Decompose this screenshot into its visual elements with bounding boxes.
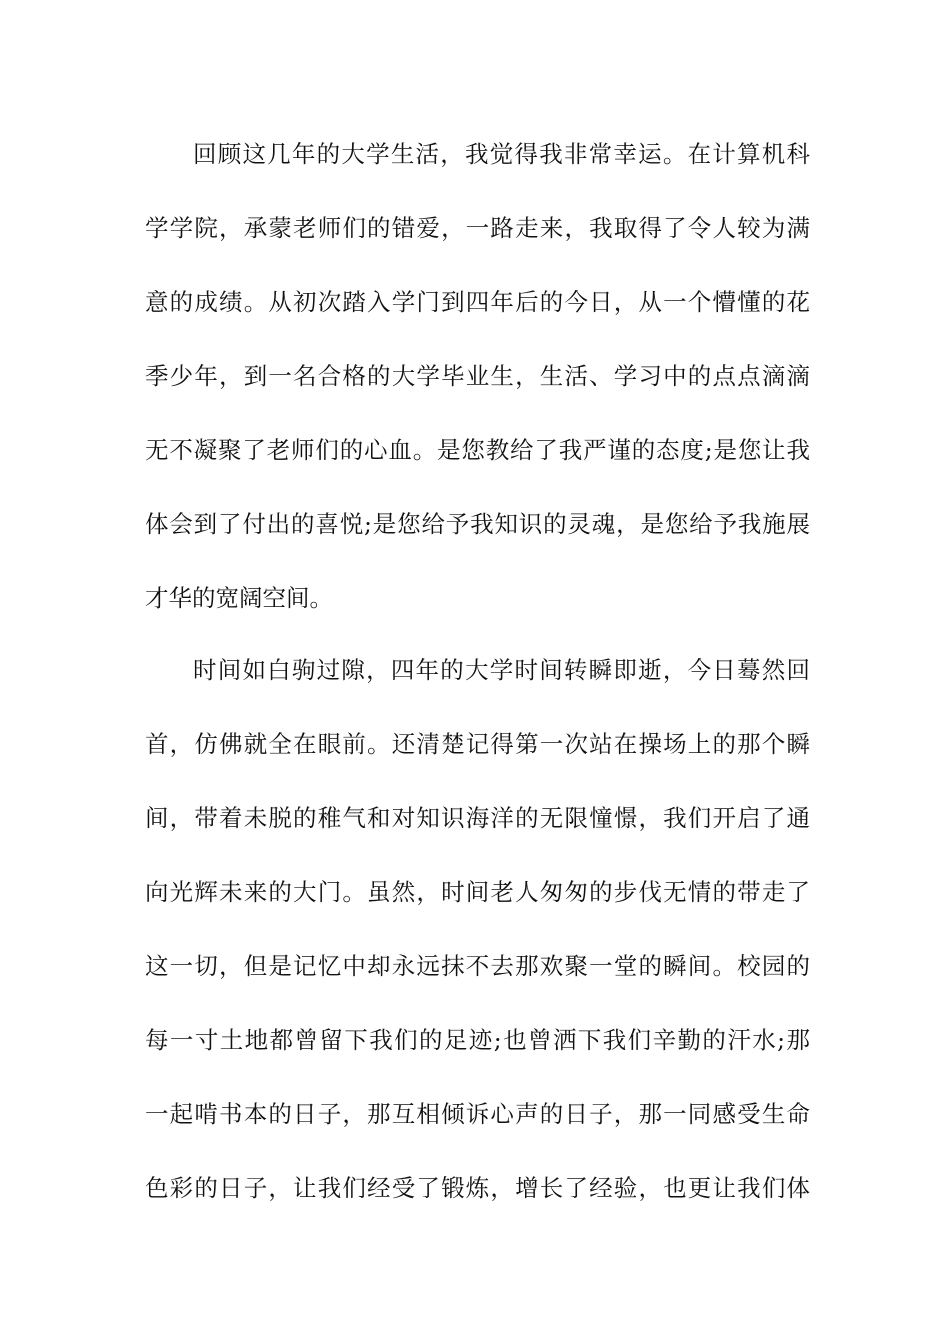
text-line: 一起啃书本的日子，那互相倾诉心声的日子，那一同感受生命 [145,1100,810,1128]
text-line: 学学院，承蒙老师们的错爱，一路走来，我取得了令人较为满 [145,214,810,242]
text-line: 季少年，到一名合格的大学毕业生，生活、学习中的点点滴滴 [145,362,810,390]
text-line: 无不凝聚了老师们的心血。是您教给了我严谨的态度;是您让我 [145,436,810,464]
text-line: 间，带着未脱的稚气和对知识海洋的无限憧憬，我们开启了通 [145,804,810,832]
text-line: 向光辉未来的大门。虽然，时间老人匆匆的步伐无情的带走了 [145,878,810,906]
text-line: 色彩的日子，让我们经受了锻炼，增长了经验，也更让我们体 [145,1174,810,1202]
text-line: 首，仿佛就全在眼前。还清楚记得第一次站在操场上的那个瞬 [145,730,810,758]
text-line: 回顾这几年的大学生活，我觉得我非常幸运。在计算机科 [193,140,810,168]
paragraph-2 [145,642,810,1234]
text-line: 时间如白驹过隙，四年的大学时间转瞬即逝，今日蓦然回 [193,656,810,684]
text-line: 每一寸土地都曾留下我们的足迹;也曾洒下我们辛勤的汗水;那 [145,1026,810,1054]
text-line: 才华的宽阔空间。 [145,584,333,612]
text-line: 意的成绩。从初次踏入学门到四年后的今日，从一个懵懂的花 [145,288,810,316]
text-line: 这一切，但是记忆中却永远抹不去那欢聚一堂的瞬间。校园的 [145,952,810,980]
paragraph-1 [145,126,810,644]
text-line: 体会到了付出的喜悦;是您给予我知识的灵魂，是您给予我施展 [145,510,810,538]
